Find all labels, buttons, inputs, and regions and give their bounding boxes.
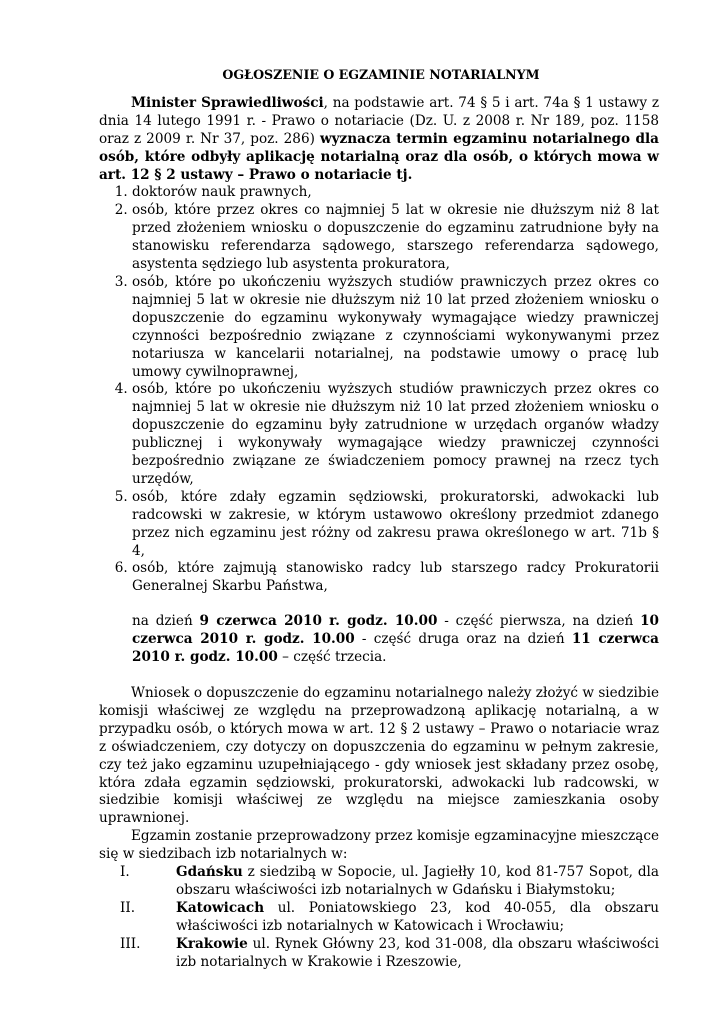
intro-paragraph: [99, 95, 659, 185]
list-item: 4. osób, które po ukończeniu wyższych studiów prawniczych przez okres co najmniej 5 lat w okresie nie dłuższym niż 10 lat przed złożeniem wniosku o dopuszczenie do egzaminu były zatrudnione w urzędach organów władzy publicznej i wykonywały wymagające wiedzy prawniczej czynności bezpośrednio związane ze świadczeniem pomocy prawnej na rzecz tych urzędów,: [132, 381, 659, 488]
intro-bold-text: wyznacza termin egzaminu notarialnego dla osób, które odbyły aplikację notarialną oraz dla osób, o których mowa w art. 12 § 2 ustawy – Prawo o notariacie tj.: [99, 130, 659, 183]
list-item: 3. osób, które po ukończeniu wyższych studiów prawniczych przez okres co najmniej 5 lat w okresie nie dłuższym niż 10 lat przed złożeniem wniosku o dopuszczenie do egzaminu wykonywały wymagające wiedzy prawniczej czynności bezpośrednio związane z czynnościami wykonywanymi przez notariusza w kancelarii notarialnej, na podstawie umowy o pracę lub umowy cywilnoprawnej,: [132, 274, 659, 381]
list-item: 6. osób, które zajmują stanowisko radcy lub starszego radcy Prokuratorii Generalnej Skarbu Państwa,: [132, 560, 659, 596]
roman-numeral: II.: [120, 899, 136, 916]
intro-text: , na podstawie art. 74 § 5 i art. 74a § 1 ustawy z dnia 14 lutego 1991 r. - Prawo o notariacie (Dz. U. z 2008 r. Nr 189, poz. 1158 oraz z 2009 r. Nr 37, poz. 286): [99, 94, 659, 147]
city-details: ul. Rynek Główny 23, kod 31-008, dla obszaru właściwości izb notarialnych w Krakowie i Rzeszowie,: [176, 935, 659, 970]
commissions-list: [99, 864, 659, 971]
date-part-one: 9 czerwca 2010 r. godz. 10.00: [199, 613, 438, 630]
dates-text: - część druga oraz na dzień: [354, 631, 572, 648]
list-item: [120, 899, 659, 936]
city-details: z siedzibą w Sopocie, ul. Jagiełły 10, kod 81-757 Sopot, dla obszaru właściwości izb notarialnych w Gdańsku i Białymstoku;: [176, 864, 659, 898]
minister-name: Minister Sprawiedliwości: [131, 94, 324, 111]
list-item: [120, 864, 659, 900]
date-part-three: 11 czerwca 2010 r. godz. 10.00: [132, 631, 659, 666]
city-name: Krakowie: [176, 935, 248, 952]
city-name: Gdańsku: [176, 864, 243, 881]
roman-numeral: I.: [120, 864, 130, 881]
application-paragraph: Wniosek o dopuszczenie do egzaminu notarialnego należy złożyć w siedzibie komisji właściwej ze względu na przeprowadzoną aplikację notarialną, a w przypadku osób, o których mowa w art. 12 § 2 ustawy – Prawo o notariacie wraz z oświadczeniem, czy dotyczy on dopuszczenia do egzaminu w pełnym zakresie, czy też jako egzaminu uzupełniającego - gdy wniosek jest składany przez osobę, która zdała egzamin sędziowski, prokuratorski, adwokacki lub radcowski, w siedzibie komisji właściwej ze względu na miejsce zamieszkania osoby uprawnionej.: [99, 685, 659, 827]
dates-text: – część trzecia.: [277, 649, 387, 666]
dates-text: - część pierwsza, na dzień: [437, 613, 641, 630]
document-title: OGŁOSZENIE O EGZAMINIE NOTARIALNYM: [222, 67, 540, 82]
list-item: 2. osób, które przez okres co najmniej 5 lat w okresie nie dłuższym niż 8 lat przed złożeniem wniosku o dopuszczenie do egzaminu zatrudnione były na stanowisku referendarza sądowego, starszego referendarza sądowego, asystenta sędziego lub asystenta prokuratora,: [132, 202, 659, 274]
exam-dates-paragraph: [99, 613, 659, 667]
list-item: 5. osób, które zdały egzamin sędziowski, prokuratorski, adwokacki lub radcowski w zakresie, w którym ustawowo określony przedmiot zdanego przez nich egzaminu jest różny od zakresu prawa określonego w art. 71b § 4,: [132, 489, 659, 561]
roman-numeral: III.: [120, 935, 141, 952]
date-part-two: 10 czerwca 2010 r. godz. 10.00: [132, 613, 659, 648]
list-item: [120, 935, 659, 972]
eligible-persons-list: [99, 184, 659, 596]
list-item: 1. doktorów nauk prawnych,: [132, 184, 659, 202]
dates-text: na dzień: [132, 613, 200, 630]
city-name: Katowicach: [176, 899, 265, 916]
city-details: ul. Poniatowskiego 23, kod 40-055, dla obszaru właściwości izb notarialnych w Katowicach i Wrocławiu;: [176, 899, 659, 934]
commissions-intro-paragraph: Egzamin zostanie przeprowadzony przez komisje egzaminacyjne mieszczące się w siedzibach izb notarialnych w:: [99, 828, 659, 863]
spacer: [99, 667, 659, 685]
